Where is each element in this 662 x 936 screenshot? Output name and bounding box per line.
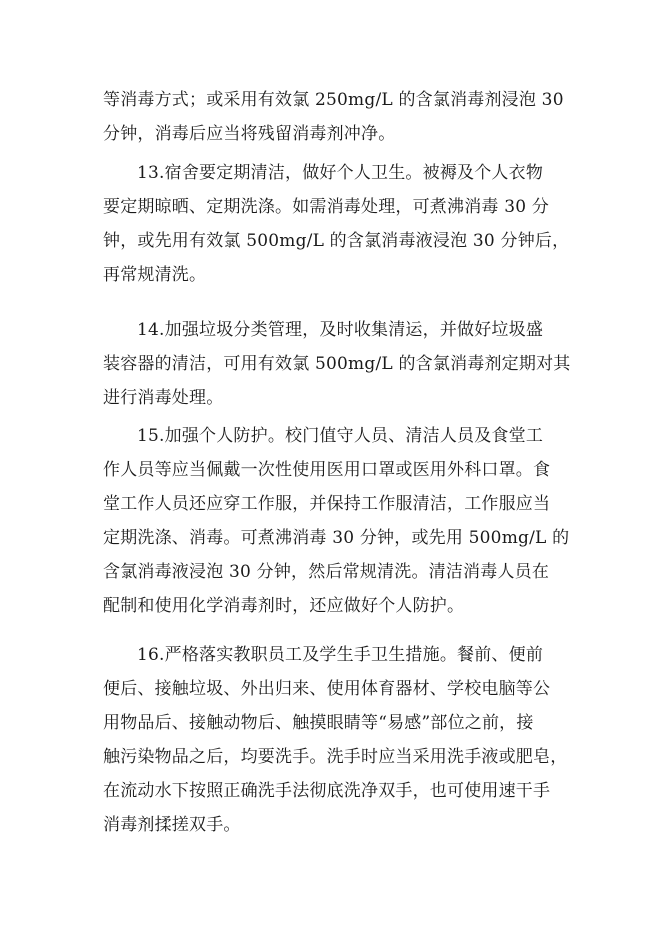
- text-line: 再常规清洗。: [103, 265, 207, 285]
- text-line: 进行消毒处理。: [103, 388, 224, 408]
- text-line: 装容器的清洁，可用有效氯 500mg/L 的含氯消毒剂定期对其: [103, 354, 571, 374]
- text-line: 分钟，消毒后应当将残留消毒剂冲净。: [103, 124, 396, 144]
- text-line: 作人员等应当佩戴一次性使用医用口罩或医用外科口罩。食: [103, 460, 551, 480]
- text-line: 定期洗涤、消毒。可煮沸消毒 30 分钟，或先用 500mg/L 的: [103, 528, 570, 548]
- text-line: 触污染物品之后，均要洗手。洗手时应当采用洗手液或肥皂，: [103, 747, 568, 767]
- text-line: 等消毒方式；或采用有效氯 250mg/L 的含氯消毒剂浸泡 30: [103, 90, 564, 110]
- text-line: 钟，或先用有效氯 500mg/L 的含氯消毒液浸泡 30 分钟后，: [103, 231, 570, 251]
- text-line: 便后、接触垃圾、外出归来、使用体育器材、学校电脑等公: [103, 679, 551, 699]
- paragraph-14-line: 14.加强垃圾分类管理，及时收集清运，并做好垃圾盛: [137, 320, 544, 340]
- text-line: 要定期晾晒、定期洗涤。如需消毒处理，可煮沸消毒 30 分: [103, 197, 550, 217]
- text-line: 用物品后、接触动物后、触摸眼睛等“易感”部位之前，接: [103, 713, 534, 733]
- paragraph-13-line: 13.宿舍要定期清洁，做好个人卫生。被褥及个人衣物: [137, 163, 544, 183]
- text-line: 含氯消毒液浸泡 30 分钟，然后常规清洗。清洁消毒人员在: [103, 562, 550, 582]
- text-line: 配制和使用化学消毒剂时，还应做好个人防护。: [103, 596, 465, 616]
- text-line: 堂工作人员还应穿工作服，并保持工作服清洁，工作服应当: [103, 494, 551, 514]
- paragraph-16-line: 16.严格落实教职员工及学生手卫生措施。餐前、便前: [137, 645, 544, 665]
- paragraph-15-line: 15.加强个人防护。校门值守人员、清洁人员及食堂工: [137, 426, 544, 446]
- text-line: 在流动水下按照正确洗手法彻底洗净双手，也可使用速干手: [103, 781, 551, 801]
- text-line: 消毒剂揉搓双手。: [103, 815, 241, 835]
